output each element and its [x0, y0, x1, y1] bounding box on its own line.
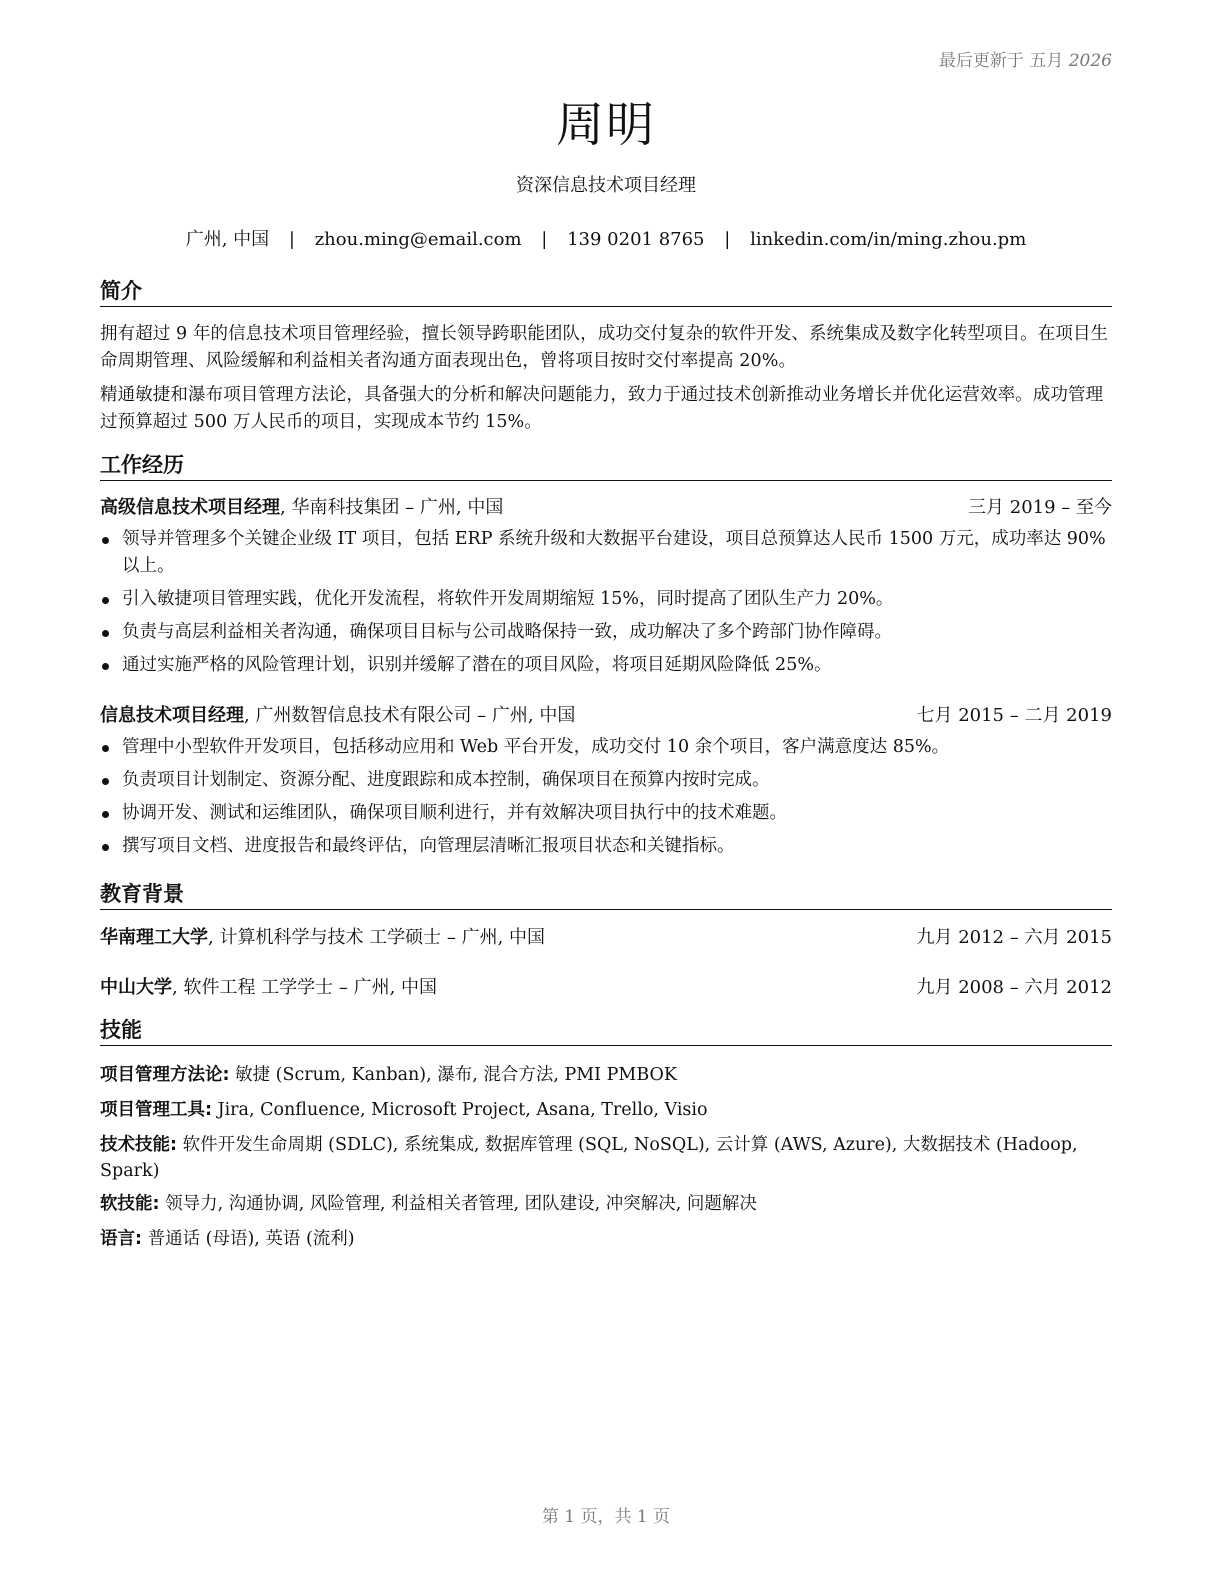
last-updated-label: 最后更新于 五月 [938, 51, 1064, 71]
education-entry [100, 976, 1112, 1000]
contact-line [100, 225, 1112, 251]
skill-value: 敏捷 (Scrum, Kanban), 瀑布, 混合方法, PMI PMBOK [229, 1065, 677, 1085]
contact-separator: | [541, 229, 548, 250]
contact-phone: 139 0201 8765 [567, 229, 705, 250]
contact-separator: | [288, 229, 295, 250]
contact-linkedin[interactable]: linkedin.com/in/ming.zhou.pm [750, 229, 1027, 250]
section-heading-skills: 技能 [100, 1017, 1112, 1046]
job-header [100, 496, 1112, 520]
skill-line [100, 1191, 1112, 1217]
skill-value: Jira, Confluence, Microsoft Project, Asana, Trello, Visio [212, 1100, 708, 1120]
list-item [100, 619, 1112, 646]
bullet-text: 通过实施严格的风险管理计划，识别并缓解了潜在的项目风险，将项目延期风险降低 25%。 [122, 655, 832, 675]
section-heading-education: 教育背景 [100, 881, 1112, 910]
page-number: 第 1 页，共 1 页 [541, 1507, 671, 1527]
bullet-text: 管理中小型软件开发项目，包括移动应用和 Web 平台开发，成功交付 10 余个项目，客户满意度达 85%。 [122, 737, 950, 757]
bullet-dot-icon [102, 778, 109, 785]
education-detail: , 软件工程 工学学士 – 广州, 中国 [172, 977, 438, 998]
job-date: 七月 2015 – 二月 2019 [916, 705, 1112, 726]
skill-label: 项目管理方法论: [100, 1065, 230, 1085]
bullet-text: 引入敏捷项目管理实践，优化开发流程，将软件开发周期缩短 15%，同时提高了团队生产力 20%。 [122, 589, 894, 609]
list-item [100, 734, 1112, 761]
skill-value: 领导力, 沟通协调, 风险管理, 利益相关者管理, 团队建设, 冲突解决, 问题解决 [159, 1194, 757, 1214]
section-heading-summary: 简介 [100, 278, 1112, 307]
section-heading-experience: 工作经历 [100, 452, 1112, 481]
resume-page [100, 0, 1112, 1584]
skill-line [100, 1062, 1112, 1088]
contact-email[interactable]: zhou.ming@email.com [314, 229, 522, 250]
bullet-text: 领导并管理多个关键企业级 IT 项目，包括 ERP 系统升级和大数据平台建设，项目总预算达人民币 1500 万元，成功率达 90% 以上。 [122, 529, 1106, 576]
education-date: 九月 2008 – 六月 2012 [916, 977, 1112, 998]
skill-label: 技术技能: [100, 1135, 177, 1155]
bullet-text: 负责项目计划制定、资源分配、进度跟踪和成本控制，确保项目在预算内按时完成。 [122, 770, 770, 790]
bullet-dot-icon [102, 663, 109, 670]
education-school: 华南理工大学 [100, 927, 208, 948]
list-item [100, 586, 1112, 613]
contact-separator: | [724, 229, 731, 250]
bullet-dot-icon [102, 844, 109, 851]
education-entry [100, 926, 1112, 950]
bullet-dot-icon [102, 537, 109, 544]
contact-location: 广州, 中国 [185, 229, 270, 250]
job-company: , 华南科技集团 – 广州, 中国 [280, 497, 504, 518]
skill-line [100, 1226, 1112, 1252]
job-role: 高级信息技术项目经理 [100, 497, 280, 518]
job-role: 信息技术项目经理 [100, 705, 244, 726]
list-item [100, 800, 1112, 827]
summary-paragraph: 拥有超过 9 年的信息技术项目管理经验，擅长领导跨职能团队，成功交付复杂的软件开发、系统集成及数字化转型项目。在项目生命周期管理、风险缓解和利益相关者沟通方面表现出色，曾将项目按时交付率提高 20%。 [100, 324, 1109, 371]
education-date: 九月 2012 – 六月 2015 [916, 927, 1112, 948]
job-bullets [100, 734, 1112, 866]
skill-label: 语言: [100, 1229, 142, 1249]
list-item [100, 833, 1112, 860]
job-company: , 广州数智信息技术有限公司 – 广州, 中国 [244, 705, 576, 726]
list-item [100, 767, 1112, 794]
skill-line [100, 1132, 1112, 1184]
list-item [100, 526, 1112, 580]
education-school: 中山大学 [100, 977, 172, 998]
education-detail: , 计算机科学与技术 工学硕士 – 广州, 中国 [208, 927, 546, 948]
bullet-dot-icon [102, 597, 109, 604]
last-updated [939, 46, 1112, 71]
candidate-title: 资深信息技术项目经理 [516, 175, 696, 196]
skill-value: 软件开发生命周期 (SDLC), 系统集成, 数据库管理 (SQL, NoSQL), 云计算 (AWS, Azure), 大数据技术 (Hadoop, Spark) [100, 1135, 1078, 1181]
job-bullets [100, 526, 1112, 685]
skill-value: 普通话 (母语), 英语 (流利) [142, 1229, 355, 1249]
list-item [100, 652, 1112, 679]
skill-label: 项目管理工具: [100, 1100, 212, 1120]
bullet-text: 负责与高层利益相关者沟通，确保项目目标与公司战略保持一致，成功解决了多个跨部门协作障碍。 [122, 622, 892, 642]
candidate-name: 周明 [555, 97, 656, 153]
skill-label: 软技能: [100, 1194, 160, 1214]
bullet-dot-icon [102, 745, 109, 752]
last-updated-year: 2026 [1068, 51, 1112, 71]
bullet-dot-icon [102, 811, 109, 818]
skill-line [100, 1097, 1112, 1123]
job-header [100, 704, 1112, 728]
bullet-text: 协调开发、测试和运维团队，确保项目顺利进行，并有效解决项目执行中的技术难题。 [122, 803, 787, 823]
summary-paragraph: 精通敏捷和瀑布项目管理方法论，具备强大的分析和解决问题能力，致力于通过技术创新推动业务增长并优化运营效率。成功管理过预算超过 500 万人民币的项目，实现成本节约 15%。 [100, 385, 1104, 432]
bullet-text: 撰写项目文档、进度报告和最终评估，向管理层清晰汇报项目状态和关键指标。 [122, 836, 735, 856]
job-date: 三月 2019 – 至今 [968, 497, 1112, 518]
bullet-dot-icon [102, 630, 109, 637]
